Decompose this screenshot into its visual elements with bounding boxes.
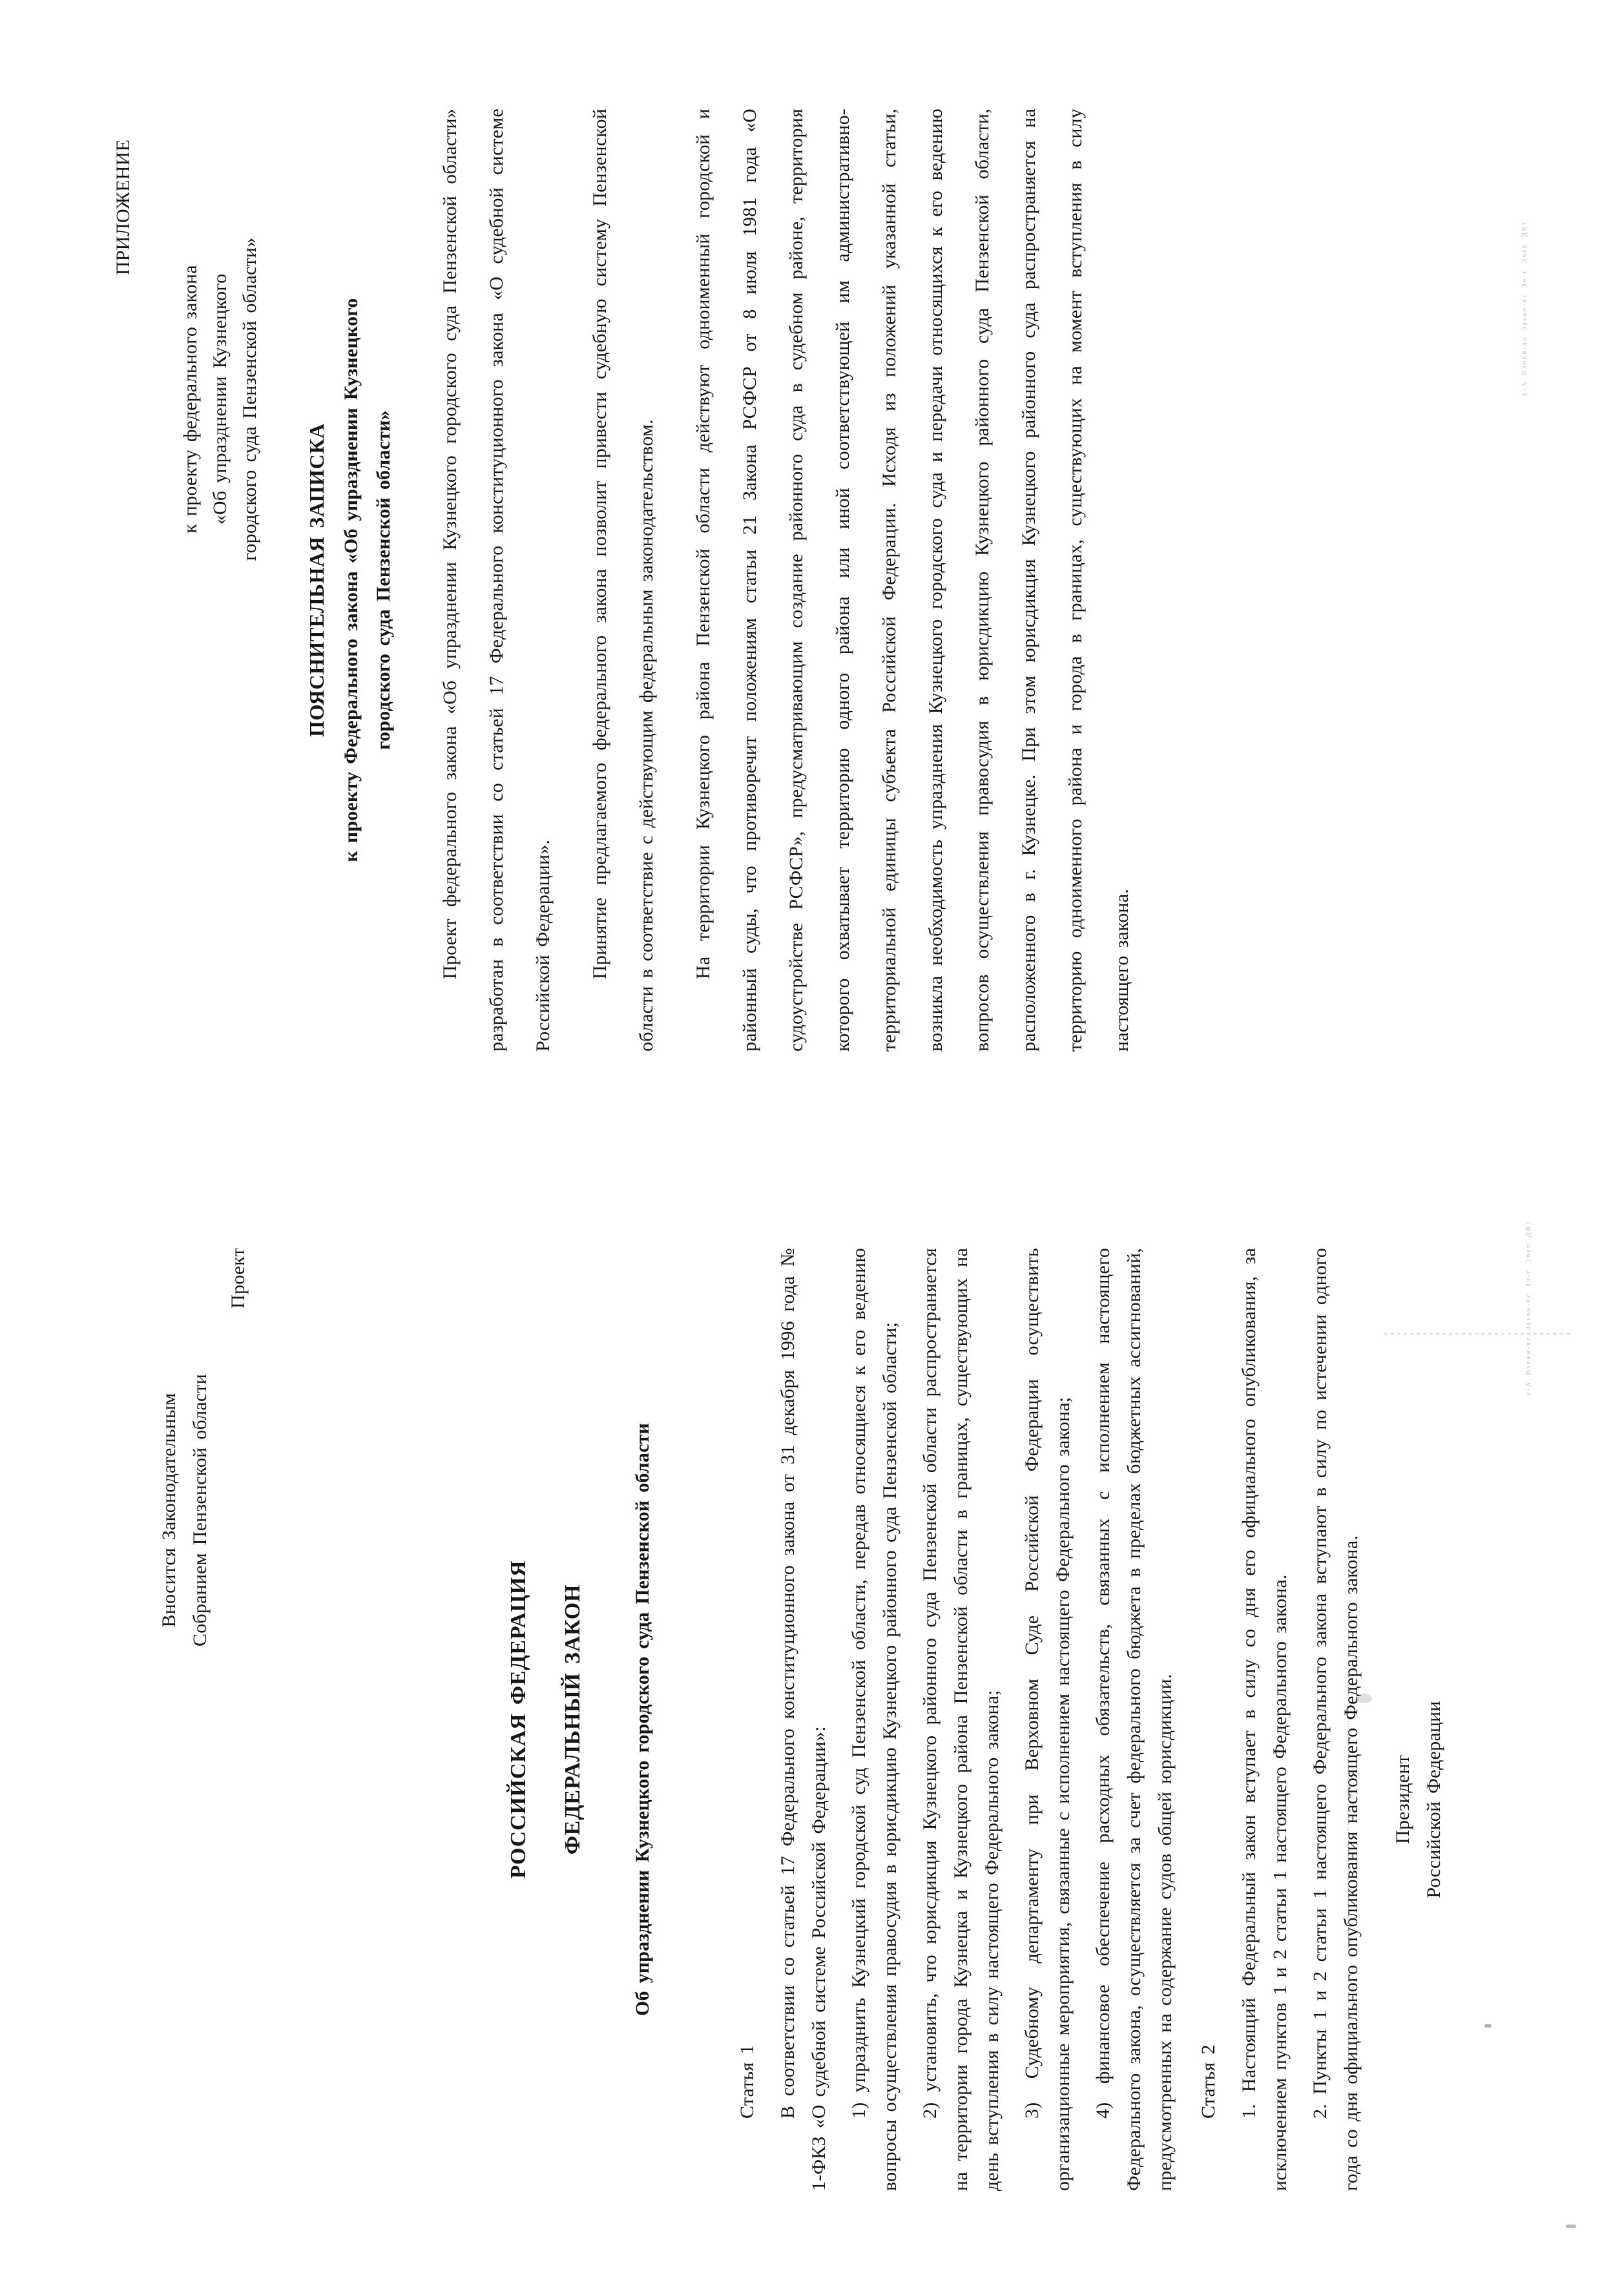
footer-stamp: х-А Пзнич-чо Закон-йс Зч-т Эчеп ДВТ <box>1521 220 1528 396</box>
appendix-ref-line-2: «Об упразднении Кузнецкого <box>209 273 231 525</box>
signature-block <box>1388 1599 1450 2000</box>
sheet-draft-law <box>0 1157 1624 2256</box>
article-1-item-4: 4) финансовое обеспечение расходных обязательств, связанных с исполнением настоящего Федерального закона, осуществляется за счет федерального бюджета в пределах бюджетных ассигнований, предусмотренных на содержание судов общей юрисдикции. <box>1092 1248 1176 2191</box>
note-paragraph-2: Принятие предлагаемого федерального закона позволит привести судебную систему Пензенской области в соответствие с действующим федеральным законодательством. <box>589 109 657 1052</box>
appendix-block <box>109 109 265 690</box>
explanatory-note-subtitle <box>335 109 400 1052</box>
page-explanatory-note <box>0 18 1624 1116</box>
signature-president: Президент <box>1392 1755 1413 1844</box>
article-1-intro: В соответствии со статьей 17 Федерального конституционного закона от 31 декабря 1996 года № 1-ФКЗ «О судебной системе Российской Федерации»: <box>777 1248 829 2191</box>
law-title: Об упразднении Кузнецкого городского суда Пензенской области <box>632 1422 653 2017</box>
article-1-item-2: 2) установить, что юрисдикция Кузнецкого районного суда Пензенской области распространяется на территории города Кузнецка и Кузнецкого района Пензенской области в границах, существующих на день вступления в силу настоящего Федерального закона; <box>919 1248 1003 2191</box>
submitted-by-line-2: Собранием Пензенской области <box>189 1374 211 1646</box>
article-1-item-3: 3) Судебному департаменту при Верховном Суде Российской Федерации осуществить организационные мероприятия, связанные с исполнением настоящего Федерального закона; <box>1021 1248 1074 2191</box>
explanatory-note-subtitle-line-2: городского суда Пензенской области» <box>373 410 394 750</box>
appendix-ref-line-3: городского суда Пензенской области» <box>239 237 260 561</box>
signature-country: Российской Федерации <box>1423 1701 1444 1898</box>
page-draft-law <box>0 1157 1624 2256</box>
article-2-item-1: 1. Настоящий Федеральный закон вступает в силу со дня его официального опубликования, за исключением пунктов 1 и 2 статьи 1 настоящего Федерального закона. <box>1238 1248 1291 2191</box>
article-1-item-1: 1) упразднить Кузнецкий городской суд Пензенской области, передав относящиеся к его ведению вопросы осуществления правосудия в юрисдикцию Кузнецкого районного суда Пензенской области; <box>848 1248 900 2191</box>
article-2-item-2: 2. Пункты 1 и 2 статьи 1 настоящего Федерального закона вступают в силу по истечении одного года со дня официального опубликования настоящего Федерального закона. <box>1309 1248 1362 2191</box>
article-2-label: Статья 2 <box>1198 2044 1219 2119</box>
footer-stamp: х-А Пзнич-чо Закон-йс Зч-т Эчеп ДВТ <box>1525 1220 1532 1396</box>
appendix-ref-line-1: к проекту федерального закона <box>180 265 201 534</box>
explanatory-note-subtitle-line-1: к проекту Федерального закона «Об упразднении Кузнецкого <box>340 298 362 862</box>
draft-label: Проект <box>227 1248 249 1309</box>
country-heading: РОССИЙСКАЯ ФЕДЕРАЦИЯ <box>506 1560 530 1879</box>
note-paragraph-3: На территории Кузнецкого района Пензенской области действуют одноименный городской и районный суды, что противоречит положениям статьи 21 Закона РСФСР от 8 июля 1981 года «О судоустройстве РСФСР», предусматривающим создание районного суда в судебном районе, территория которого охватывает территорию одного района или иной соответствующей им административно-территориальной единицы субъекта Российской Федерации. Исходя из положений указанной статьи, возникла необходимость упразднения Кузнецкого городского суда и передачи относящихся к его ведению вопросов осуществления правосудия в юрисдикцию Кузнецкого районного суда Пензенской области, расположенного в г. Кузнецке. При этом юрисдикция Кузнецкого районного суда распространяется на территорию одноименного района и города в границах, существующих на момент вступления в силу настоящего закона. <box>692 109 1132 1052</box>
appendix-label: ПРИЛОЖЕНИЕ <box>112 140 134 276</box>
submitted-by-block <box>154 1310 216 1710</box>
note-paragraph-1: Проект федерального закона «Об упразднении Кузнецкого городского суда Пензенской области» разработан в соответствии со статьей 17 Федерального конституционного закона «О судебной системе Российской Федерации». <box>439 109 554 1052</box>
submitted-by-line-1: Вносится Законодательным <box>158 1393 180 1628</box>
article-1-label: Статья 1 <box>736 2044 758 2119</box>
law-type-heading: ФЕДЕРАЛЬНЫЙ ЗАКОН <box>561 1584 585 1855</box>
explanatory-note-title: ПОЯСНИТЕЛЬНАЯ ЗАПИСКА <box>305 423 328 737</box>
sheet-explanatory-note <box>0 18 1624 1116</box>
